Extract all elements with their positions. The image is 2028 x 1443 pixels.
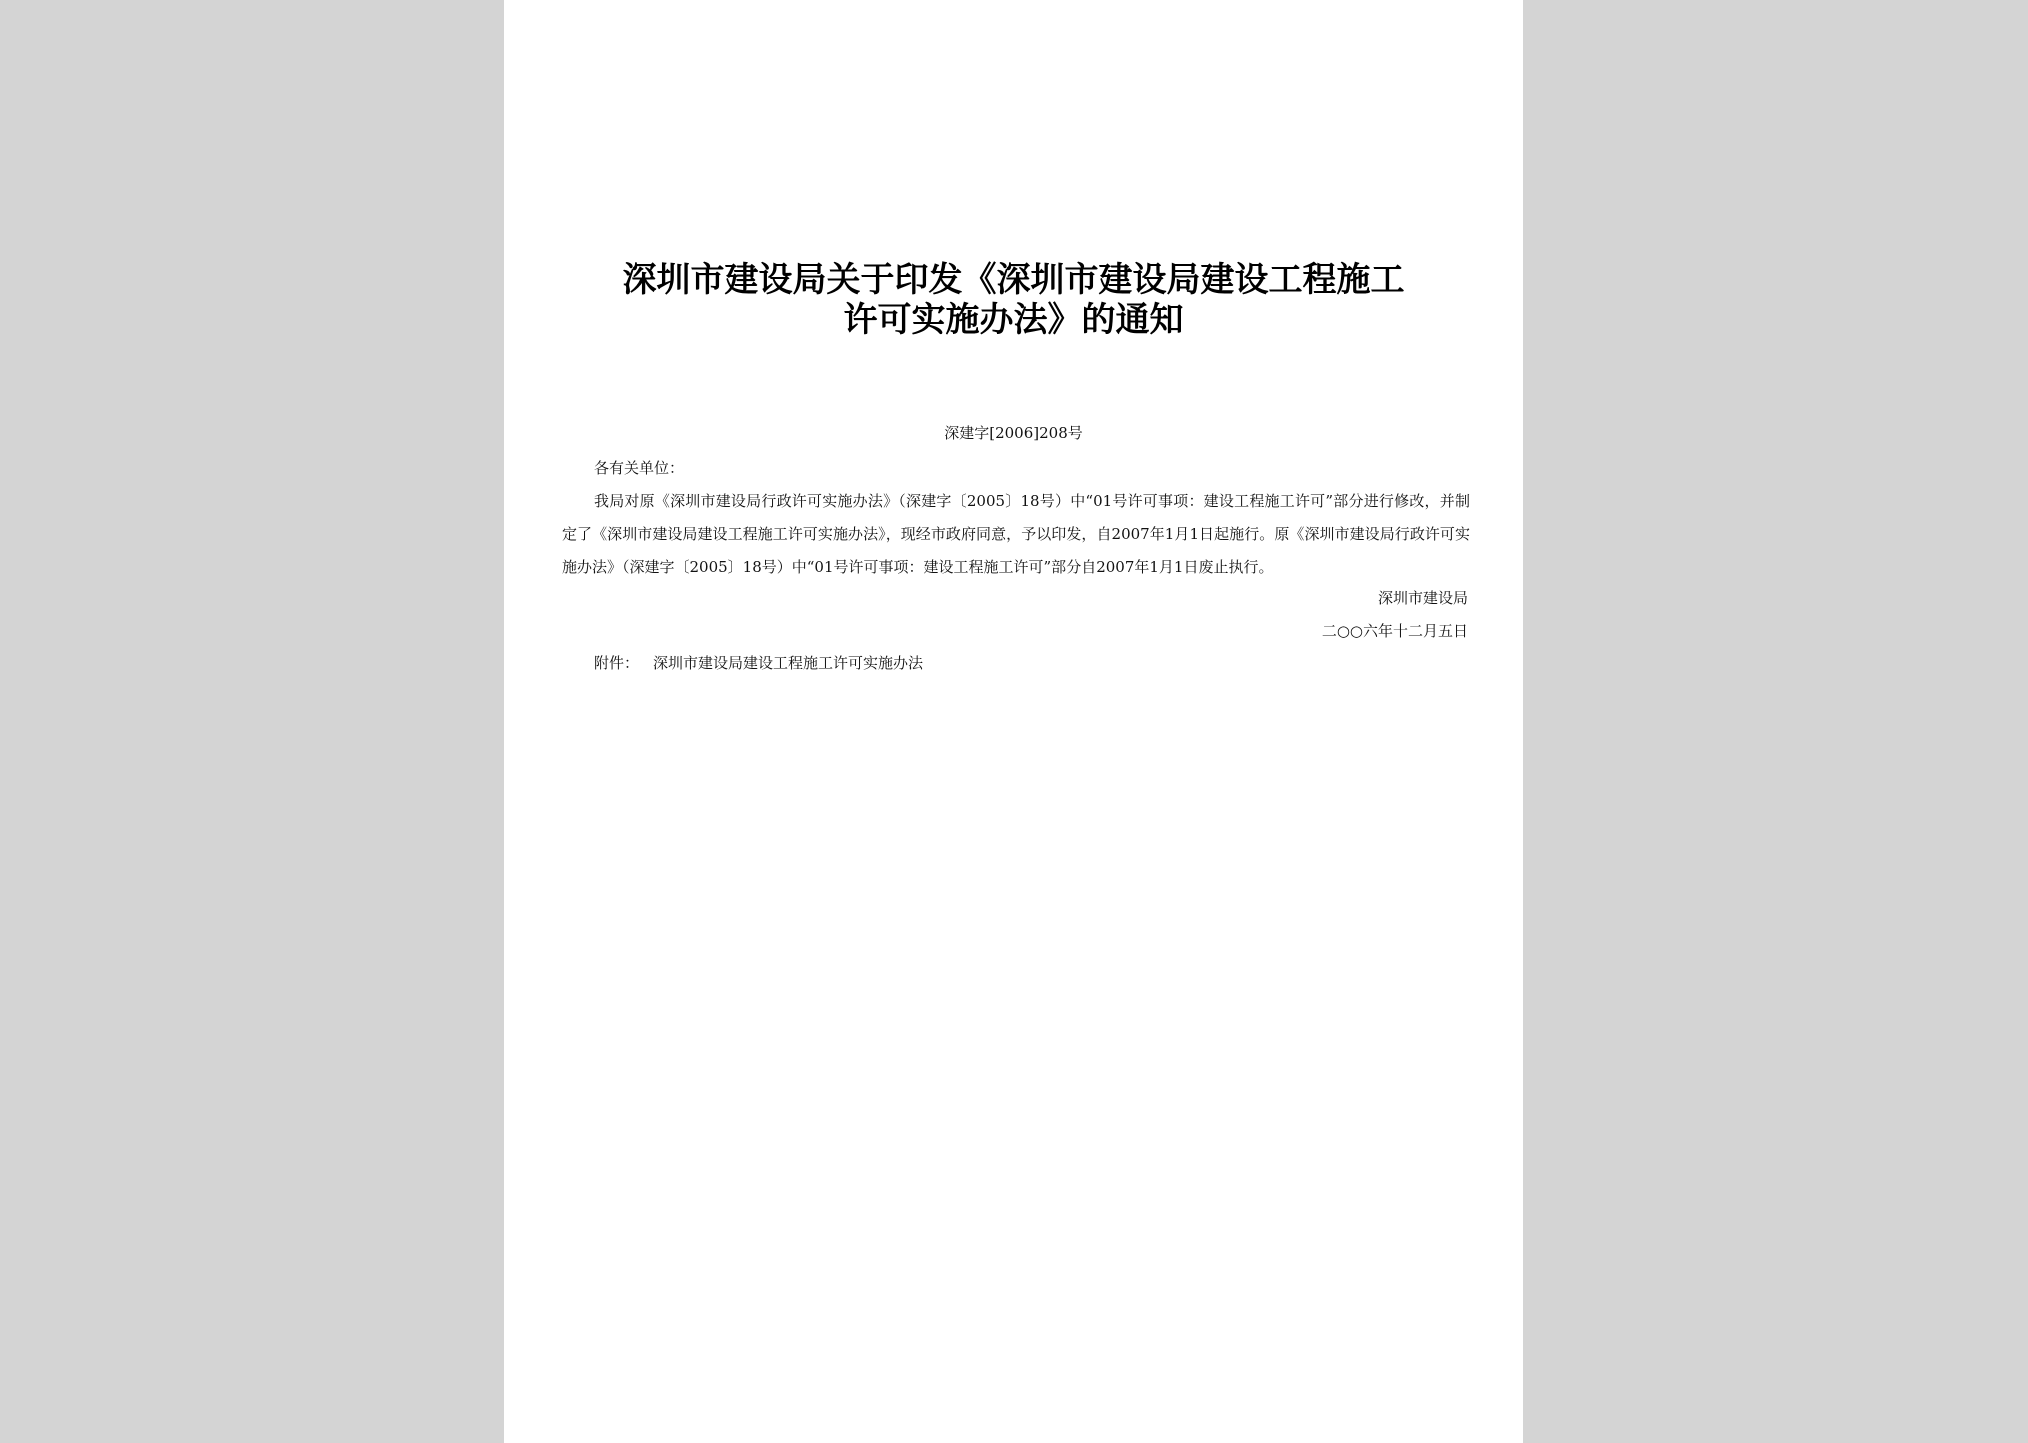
- attachment: [594, 652, 923, 673]
- attachment-label: 附件：: [594, 654, 640, 672]
- document-page: [504, 0, 1523, 1443]
- document-number: 深建字[2006]208号: [944, 424, 1083, 442]
- title-line-1: 深圳市建设局关于印发《深圳市建设局建设工程施工: [622, 260, 1405, 300]
- title-line-2: 许可实施办法》的通知: [843, 300, 1184, 340]
- attachment-title: 深圳市建设局建设工程施工许可实施办法: [653, 654, 924, 672]
- signer: 深圳市建设局: [1377, 589, 1468, 607]
- body-paragraph: 我局对原《深圳市建设局行政许可实施办法》（深建字〔2005〕18号）中“01号许可事项：建设工程施工许可”部分进行修改，并制定了《深圳市建设局建设工程施工许可实施办法》，现经市政府同意，予以印发，自2007年1月1日起施行。原《深圳市建设局行政许可实施办法》（深建字〔2005〕18号）中“01号许可事项：建设工程施工许可”部分自2007年1月1日废止执行。: [562, 492, 1470, 576]
- issue-date: 二○○六年十二月五日: [1321, 622, 1468, 640]
- document-title: [544, 260, 1483, 340]
- salutation: 各有关单位：: [594, 459, 685, 477]
